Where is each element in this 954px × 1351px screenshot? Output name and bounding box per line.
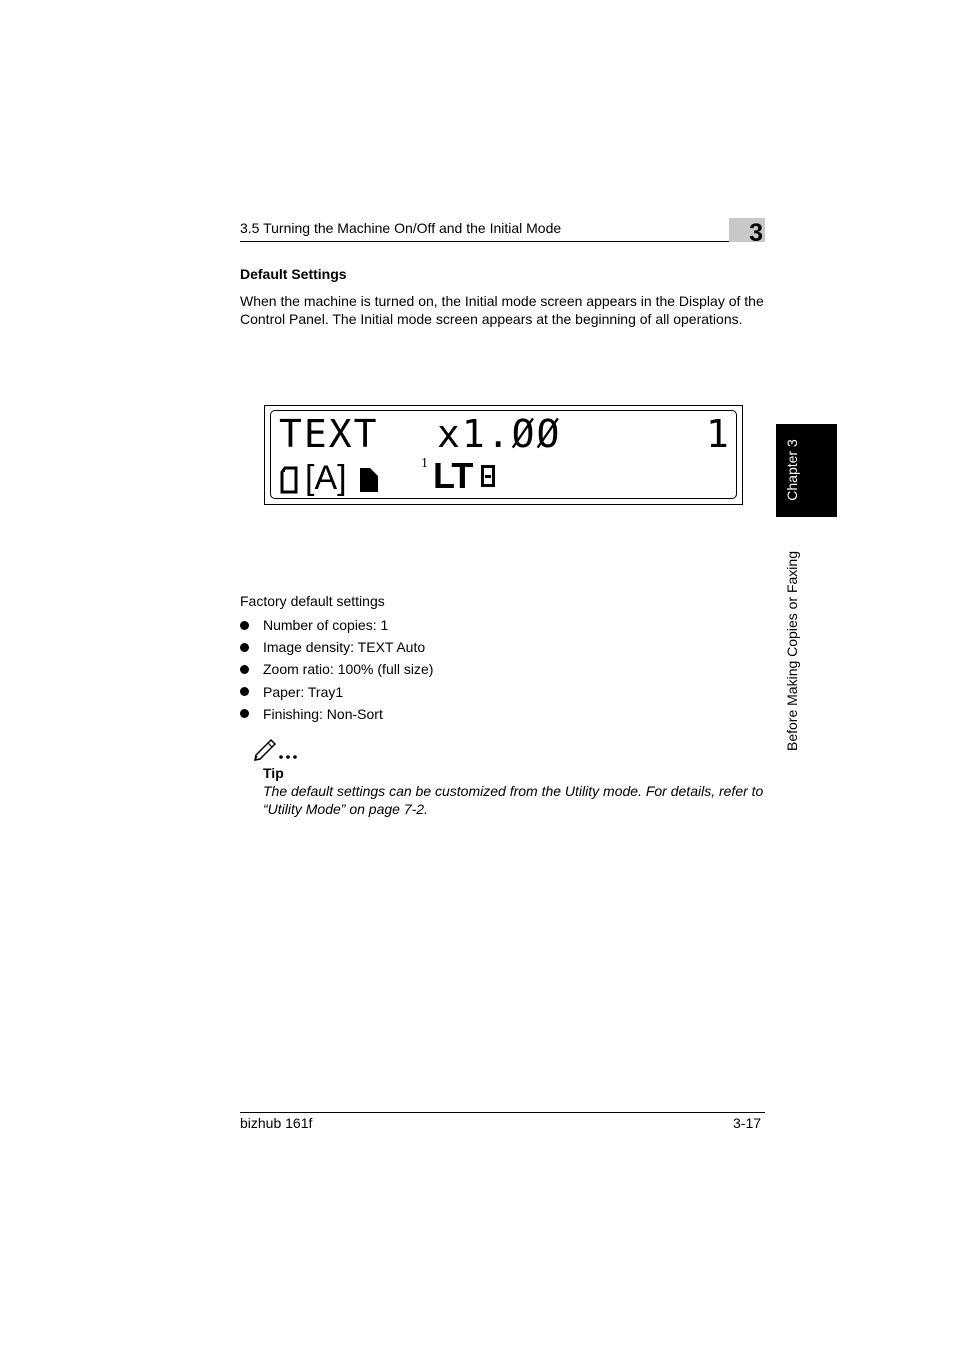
footer-page-number: 3-17 bbox=[733, 1115, 762, 1131]
section-heading: Default Settings bbox=[240, 266, 347, 282]
lcd-copy-count: 1 bbox=[706, 412, 731, 456]
bullet-icon bbox=[240, 665, 249, 674]
footer-divider bbox=[240, 1112, 765, 1113]
density-icon bbox=[358, 466, 380, 494]
factory-defaults-list bbox=[240, 614, 433, 725]
paper-orientation-icon bbox=[481, 465, 495, 487]
tip-text: The default settings can be customized from the Utility mode. For details, refer to “Utility Mode” on page 7-2. bbox=[263, 783, 764, 817]
factory-defaults-title: Factory default settings bbox=[240, 593, 385, 609]
lcd-density-setting: [A] bbox=[305, 459, 347, 497]
bullet-icon bbox=[240, 643, 249, 652]
chapter-number-badge: 3 bbox=[729, 218, 765, 242]
section-header: 3.5 Turning the Machine On/Off and the Initial Mode bbox=[240, 220, 562, 236]
list-item: Image density: TEXT Auto bbox=[240, 636, 433, 658]
footer-product-name: bizhub 161f bbox=[240, 1115, 313, 1131]
tip-label: Tip bbox=[263, 765, 284, 781]
bullet-icon bbox=[240, 709, 249, 718]
list-item: Paper: Tray1 bbox=[240, 681, 433, 703]
bullet-icon bbox=[240, 687, 249, 696]
lcd-paper-size: LT bbox=[433, 455, 473, 496]
side-tab-title: Before Making Copies or Faxing bbox=[784, 551, 800, 751]
list-item: Number of copies: 1 bbox=[240, 614, 433, 636]
original-document-icon bbox=[279, 466, 299, 494]
header-divider bbox=[240, 241, 765, 242]
lcd-zoom-ratio: x1.ØØ bbox=[437, 412, 562, 456]
intro-paragraph: When the machine is turned on, the Initial mode screen appears in the Display of the Control Panel. The Initial mode screen appears at the beginning of all operations. bbox=[240, 293, 764, 327]
list-item: Finishing: Non-Sort bbox=[240, 703, 433, 725]
bullet-icon bbox=[240, 621, 249, 630]
pencil-note-icon bbox=[253, 735, 301, 761]
side-tab-chapter-label: Chapter 3 bbox=[784, 439, 800, 501]
lcd-tray-number: 1 bbox=[421, 456, 428, 471]
lcd-mode-text: TEXT bbox=[279, 412, 379, 456]
list-item: Zoom ratio: 100% (full size) bbox=[240, 658, 433, 680]
